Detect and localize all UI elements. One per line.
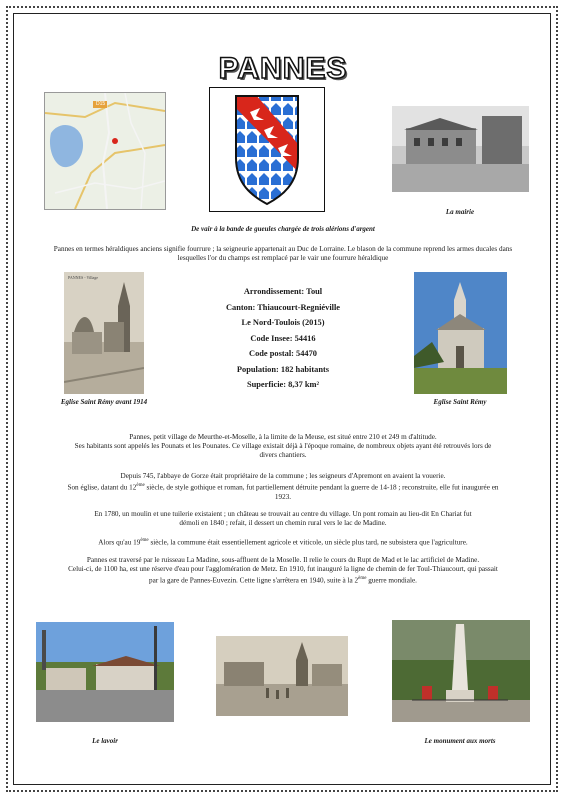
info-region: Le Nord-Toulois (2015) xyxy=(241,318,325,327)
monument-caption: Le monument aux morts xyxy=(424,737,496,745)
mairie-caption: La mairie xyxy=(445,208,475,216)
heraldry-paragraph: Pannes en termes héraldiques anciens signifie fourrure ; la seigneurie appartenait au Duc de Lorraine. Le blason de la commune reprend les armes ducales dans lesquelles l'or du champs est remplacé par le vair une fourrure héraldique xyxy=(53,245,513,263)
map-road-label: D15 xyxy=(96,101,106,107)
eglise-photo xyxy=(414,272,507,394)
mairie-photo xyxy=(392,106,529,192)
history-paragraph-4: Alors qu'au 19ème siècle, la commune était essentiellement agricole et viticole, un siècle plus tard, ne subsistera que l'agriculture. xyxy=(98,538,468,547)
coat-of-arms-icon xyxy=(210,88,323,210)
info-population: Population: 182 habitants xyxy=(236,364,330,374)
history-paragraph-2: Depuis 745, l'abbaye de Gorze était propriétaire de la commune ; les seigneurs d'Apremont en avaient la vouerie. Son église, datant du 12ème siècle, de style gothique et roman, fut partiellement détruite pendant la guerre de 14-18 ; reconstruite, elle fut inaugurée en 1923. xyxy=(67,472,499,501)
postcard-label: PANNES - Village xyxy=(68,275,98,280)
info-superficie: Superficie: 8,37 km² xyxy=(246,380,320,389)
lavoir-photo xyxy=(36,622,174,722)
coat-of-arms-frame xyxy=(209,87,325,212)
history-paragraph-5: Pannes est traversé par le ruisseau La Madine, sous-affluent de la Moselle. Il relie le cours du Rupt de Mad et le lac artificiel de Madine. Celui-ci, de 1100 ha, est une réserve d'eau pour l'agglomération de Metz. En 1910, fut inauguré la ligne de chemin de fer Toul-Thiaucourt, qui passait par la gare de Pannes-Euvezin. Cette ligne s'arrêtera en 1940, suite à la 2ème guerre mondiale. xyxy=(68,556,498,585)
eglise-1914-photo xyxy=(64,272,144,394)
info-arrondissement: Arrondissement: Toul xyxy=(243,287,323,296)
history-paragraph-3: En 1780, un moulin et une tuilerie existaient ; un château se trouvait au centre du village. Un pont romain au lieu-dit En Chariat fut démoli en 1840 ; refait, il dessert un chemin rural vers le lac de Madine. xyxy=(94,510,472,528)
eglise-1914-caption: Eglise Saint Rémy avant 1914 xyxy=(60,398,148,406)
village-postcard-photo xyxy=(216,636,348,716)
info-canton: Canton: Thiaucourt-Regniéville xyxy=(225,302,341,312)
page-title: PANNES xyxy=(218,52,348,85)
commune-info xyxy=(196,287,370,396)
lavoir-caption: Le lavoir xyxy=(92,737,118,745)
eglise-caption: Eglise Saint Rémy xyxy=(433,398,487,406)
map-image xyxy=(44,92,166,210)
info-postal: Code postal: 54470 xyxy=(249,349,317,358)
history-paragraph-1: Pannes, petit village de Meurthe-et-Moselle, à la limite de la Meuse, est situé entre 210 et 249 m d'altitude. Ses habitants sont appelés les Pounats et les Pounates. Ce village existait déjà à l'époque romaine, de nombreux objets ayant été retrouvés lors de divers chantiers. xyxy=(74,433,492,460)
info-insee: Code Insee: 54416 xyxy=(250,333,316,343)
blason-caption: De vair à la bande de gueules chargée de trois alérions d'argent xyxy=(191,225,375,233)
monument-photo xyxy=(392,620,530,722)
